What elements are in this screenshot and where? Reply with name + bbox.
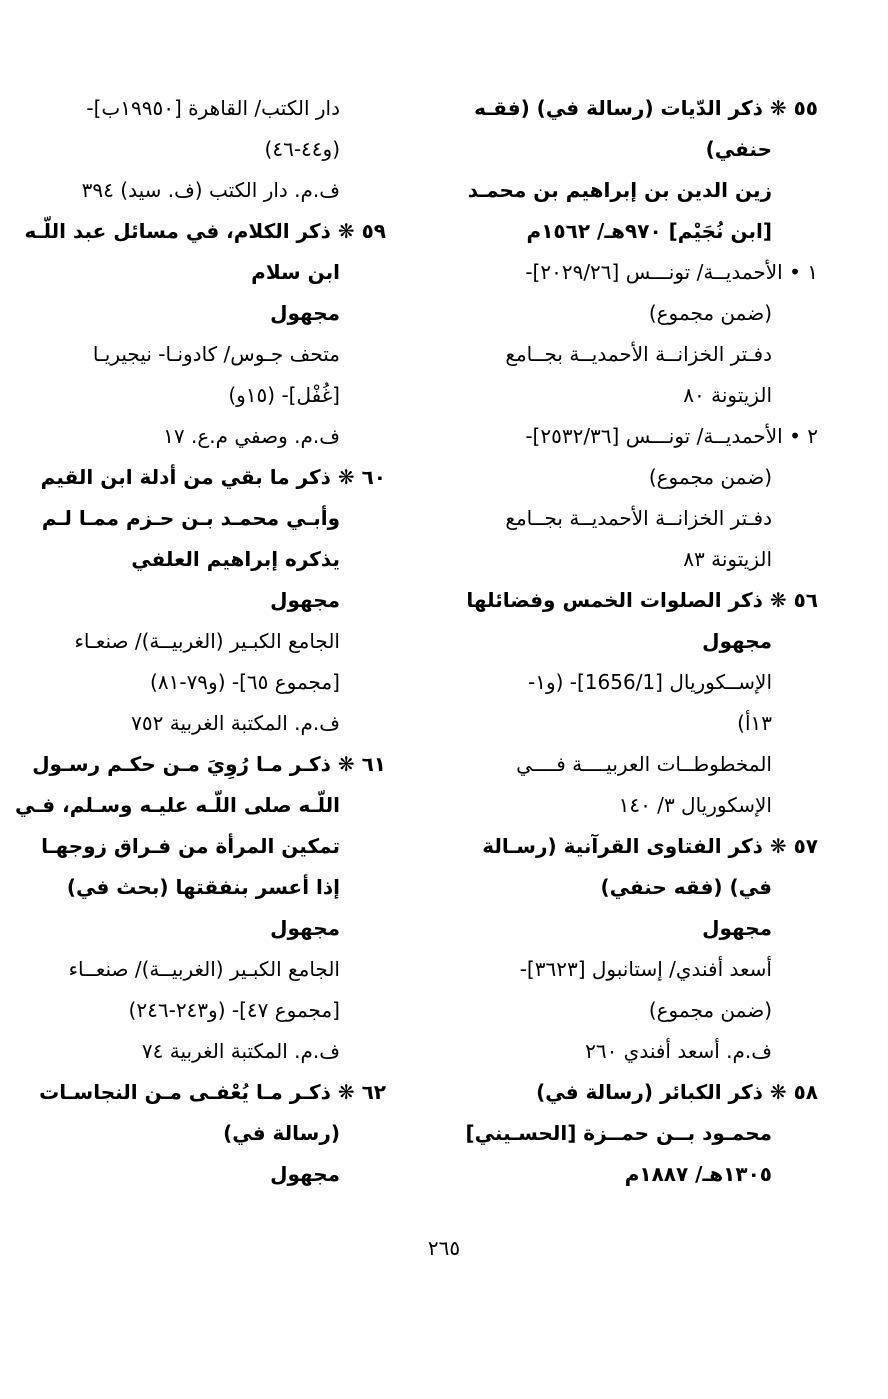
text-line: ٦٠ ❋ ذكر ما بقي من أدلة ابن القيم <box>40 465 386 489</box>
text-line: مجهول <box>270 916 340 940</box>
text-line: [مجموع ٤٧]- (و٢٤٣-٢٤٦) <box>128 998 340 1022</box>
text-line: (ضمن مجموع) <box>648 301 772 325</box>
text-line: المخطوطــات العربيــــة فــــي <box>516 752 772 776</box>
left-column <box>14 88 386 1195</box>
text-line: الجامع الكبـير (الغربيــة)/ صنعـاء <box>74 629 340 653</box>
text-line: (و٤٤-٤٦) <box>264 137 340 161</box>
right-column <box>465 88 818 1195</box>
text-line: ف.م. المكتبة الغربية ٧٤ <box>141 1039 340 1063</box>
text-line: مجهول <box>702 916 772 940</box>
text-line: اللّـه صلى اللّـه عليـه وسـلم، فـي <box>14 793 340 817</box>
text-line: ٥٩ ❋ ذكر الكلام، في مسائل عبد اللّـه <box>24 219 386 243</box>
text-line: يذكره إبراهيم العلفي <box>131 547 340 571</box>
text-line: الجامع الكبـير (الغربيــة)/ صنعــاء <box>68 957 340 981</box>
text-line: ابن سلام <box>251 260 340 284</box>
text-line: الزيتونة ٨٣ <box>683 547 772 571</box>
text-line: مجهول <box>702 629 772 653</box>
text-line: دفـتر الخزانــة الأحمديــة بجــامع <box>505 506 772 530</box>
text-line: ٥٧ ❋ ذكر الفتاوى القرآنية (رسـالة <box>482 834 818 858</box>
text-line: ١٣أ) <box>737 711 772 735</box>
text-line: ف.م. وصفي م.ع. ١٧ <box>163 424 340 448</box>
text-line: الإسكوريال ٣/ ١٤٠ <box>618 793 772 817</box>
text-line: [ابن نُجَيْم] ٩٧٠هـ/ ١٥٦٢م <box>526 219 772 243</box>
text-line: ٢ • الأحمديــة/ تونـــس [٢٥٣٢/٣٦]- <box>525 424 818 448</box>
text-line: الإســكوريال [1656/1]- (و١- <box>527 670 772 694</box>
text-line: [غُفْل]- (١٥و) <box>228 383 340 407</box>
text-line: ١ • الأحمديــة/ تونـــس [٢٠٢٩/٢٦]- <box>525 260 818 284</box>
text-line: ٥٦ ❋ ذكر الصلوات الخمس وفضائلها <box>466 588 818 612</box>
text-line: ٥٨ ❋ ذكر الكبائر (رسالة في) <box>536 1080 818 1104</box>
text-line: في) (فقه حنفي) <box>600 875 772 899</box>
text-line: إذا أعسر بنفقتها (بحث في) <box>66 875 340 899</box>
text-line: (ضمن مجموع) <box>648 998 772 1022</box>
text-line: ف.م. أسعد أفندي ٢٦٠ <box>585 1039 772 1063</box>
text-line: [مجموع ٦٥]- (و٧٩-٨١) <box>150 670 340 694</box>
text-line: متحف جـوس/ كادونـا- نيجيريـا <box>92 342 340 366</box>
text-line: ف.م. دار الكتب (ف. سيد) ٣٩٤ <box>81 178 340 202</box>
text-line: مجهول <box>270 588 340 612</box>
text-line: حنفي) <box>705 137 772 161</box>
page-number: ٢٦٥ <box>427 1236 461 1260</box>
text-line: (رسالة في) <box>223 1121 340 1145</box>
text-line: مجهول <box>270 1162 340 1186</box>
text-line: دفـتر الخزانــة الأحمديــة بجــامع <box>505 342 772 366</box>
text-line: دار الكتب/ القاهرة [١٩٩٥٠ب]- <box>86 96 340 120</box>
text-line: زين الدين بن إبراهيم بن محمـد <box>467 178 772 202</box>
text-line: ٦٢ ❋ ذكـر مـا يُعْفـى مـن النجاسـات <box>39 1080 386 1104</box>
text-line: محمـود بــن حمــزة [الحسـيني] <box>465 1121 772 1145</box>
text-line: ف.م. المكتبة الغربية ٧٥٢ <box>131 711 340 735</box>
text-line: ١٣٠٥هـ/ ١٨٨٧م <box>624 1162 772 1186</box>
text-line: تمكين المرأة من فـراق زوجهـا <box>41 834 340 858</box>
text-line: ٥٥ ❋ ذكر الدّيات (رسالة في) (فقـه <box>474 96 818 120</box>
text-line: أسعد أفندي/ إستانبول [٣٦٢٣]- <box>519 957 772 981</box>
text-line: وأبـي محمـد بـن حـزم ممـا لـم <box>41 506 340 530</box>
text-line: مجهول <box>270 301 340 325</box>
text-line: ٦١ ❋ ذكـر مـا رُوِيَ مـن حكـم رسـول <box>32 752 386 776</box>
text-line: الزيتونة ٨٠ <box>683 383 772 407</box>
text-line: (ضمن مجموع) <box>648 465 772 489</box>
